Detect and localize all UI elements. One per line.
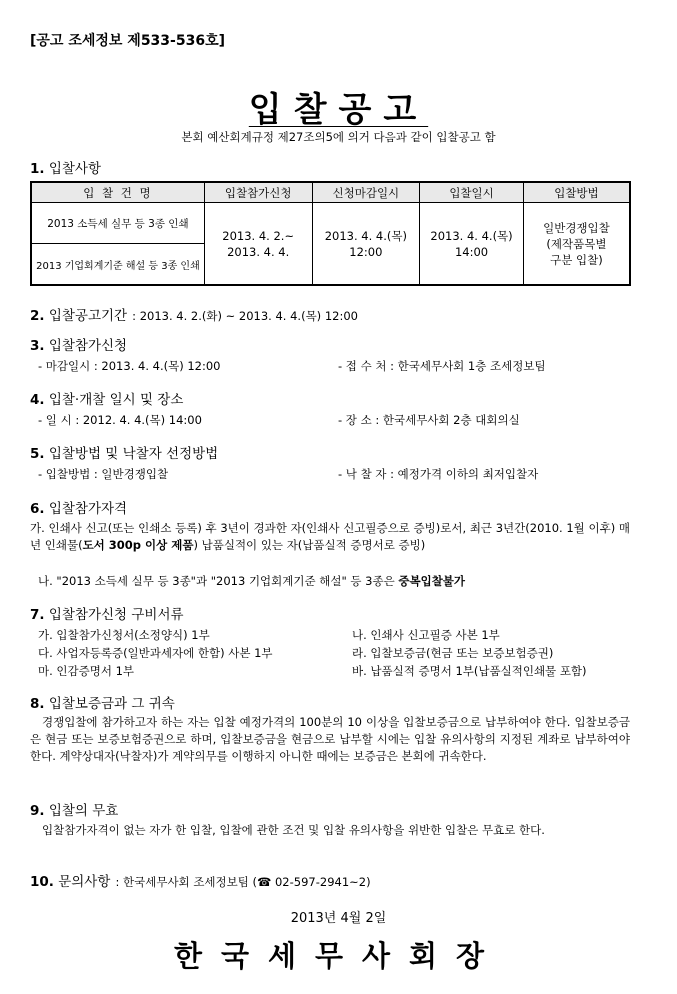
qualification-a [30,520,630,554]
bid-time-cell [420,203,524,286]
section10-num: 10. [30,874,54,890]
association-signature: 한국세무사회장 [173,939,504,973]
required-doc: 바. 납품실적 증명서 1부(납품실적인쇄물 포함) [352,664,587,678]
bid-method: - 입찰방법 : 일반경쟁입찰 [38,467,169,481]
required-doc: 다. 사업자등록증(일반과세자에 한함) 사본 1부 [38,646,273,660]
title-text: 입찰공고 [248,90,429,130]
method-line-1: 일반경쟁입찰 [543,220,610,235]
method-line-2: (제작품목별 [546,236,607,251]
section1-title: 입찰사항 [48,161,101,177]
bid-date: 2013. 4. 4.(목) [430,228,513,243]
deadline-cell [312,203,420,286]
notice-date: 2013년 4월 2일 [290,911,387,926]
notice-period-value: : 2013. 4. 2.(화) ~ 2013. 4. 4.(목) 12:00 [132,309,358,323]
required-doc: 라. 입찰보증금(현금 또는 보증보험증권) [352,646,554,660]
header-method: 입찰방법 [523,182,630,203]
section3-heading [30,334,127,354]
section4-title: 입찰·개찰 일시 및 장소 [48,392,184,408]
method-cell [523,203,630,286]
qualification-a-emphasis: 도서 300p 이상 제품 [82,538,194,552]
section10-title: 문의사항 [58,874,111,890]
qualification-b-emphasis: 중복입찰불가 [398,574,466,588]
deposit-body: 경쟁입찰에 참가하고자 하는 자는 입찰 예정가격의 100분의 10 이상을 입찰보증금으로 납부하여야 한다. 입찰보증금은 현금 또는 보증보험증권으로 하며, 입찰보증금을 현금으로 납부할 시에는 입찰 유의사항의 지정된 계좌로 납부하여야 한다. 계약상대자(낙찰자)가 계약의무를 이행하지 아니한 때에는 보증금은 본회에 귀속한다. [30,715,630,763]
bid-table [30,181,631,286]
section7-heading [30,603,184,623]
bid-hour: 14:00 [454,244,489,259]
qualification-b [38,573,465,589]
qualification-a-text: 가. 인쇄사 신고(또는 인쇄소 등록) 후 3년이 경과한 자(인쇄사 신고필증으로 증빙)로서, 최근 3년간(2010. 1월 이후) 매년 인쇄물( [30,521,630,552]
item-name-2: 2013 기업회계기준 해설 등 3종 인쇄 [31,244,204,286]
section5-num: 5. [30,446,45,462]
apply-deadline: - 마감일시 : 2013. 4. 4.(목) 12:00 [38,359,221,373]
section3-num: 3. [30,338,45,354]
section10-line [30,870,371,890]
bid-datetime: - 일 시 : 2012. 4. 4.(목) 14:00 [38,413,202,427]
method-line-3: 구분 입찰) [550,252,603,267]
section8-num: 8. [30,696,45,712]
required-doc: 마. 인감증명서 1부 [38,664,135,678]
intro-text: 본회 예산회계규정 제27조의5에 의거 다음과 같이 입찰공고 함 [181,130,496,144]
section7-num: 7. [30,607,45,623]
section1-heading [30,157,101,177]
invalid-body: 입찰참가자격이 없는 자가 한 입찰, 입찰에 관한 조건 및 입찰 유의사항을 위반한 입찰은 무효로 한다. [42,823,545,837]
section5-heading [30,442,218,462]
section9-heading [30,799,118,819]
required-doc: 가. 입찰참가신청서(소정양식) 1부 [38,628,210,642]
page-title [0,82,677,131]
qualification-a-tail: ) 납품실적이 있는 자(납품실적 증명서로 증빙) [193,538,426,552]
section2-line [30,304,358,324]
section7-title: 입찰참가신청 구비서류 [48,607,184,623]
table-row [31,203,630,244]
table-header-row [31,182,630,203]
notice-number: [공고 조세정보 제533-536호] [30,33,225,49]
qualification-b-text: 나. "2013 소득세 실무 등 3종"과 "2013 기업회계기준 해설" 등 3종은 [38,574,399,588]
bid-place: - 장 소 : 한국세무사회 2층 대회의실 [338,413,520,427]
winner-selection: - 낙 찰 자 : 예정가격 이하의 최저입찰자 [338,467,539,481]
section2-title: 입찰공고기간 [48,308,128,324]
section8-heading [30,692,175,712]
deadline-time: 12:00 [349,244,383,259]
section2-num: 2. [30,308,45,324]
section3-title: 입찰참가신청 [48,338,128,354]
section6-heading [30,497,127,517]
section6-title: 입찰참가자격 [48,501,128,517]
section9-num: 9. [30,803,45,819]
section1-num: 1. [30,161,45,177]
header-deadline: 신청마감일시 [312,182,420,203]
section5-title: 입찰방법 및 낙찰자 선정방법 [48,446,219,462]
apply-period-end: 2013. 4. 4. [227,244,290,259]
section4-heading [30,388,183,408]
header-bid-time: 입찰일시 [420,182,524,203]
required-doc: 나. 인쇄사 신고필증 사본 1부 [352,628,500,642]
item-name-1: 2013 소득세 실무 등 3종 인쇄 [31,203,204,244]
header-apply: 입찰참가신청 [204,182,312,203]
deadline-date: 2013. 4. 4.(목) [324,228,407,243]
section6-num: 6. [30,501,45,517]
header-item-name: 입 찰 건 명 [31,182,204,203]
apply-period-cell [204,203,312,286]
section9-title: 입찰의 무효 [48,803,119,819]
section8-title: 입찰보증금과 그 귀속 [48,696,175,712]
apply-place: - 접 수 처 : 한국세무사회 1층 조세정보팀 [338,359,546,373]
section4-num: 4. [30,392,45,408]
apply-period-start: 2013. 4. 2.~ [222,228,295,243]
contact-value: : 한국세무사회 조세정보팀 (☎ 02-597-2941~2) [115,875,371,889]
